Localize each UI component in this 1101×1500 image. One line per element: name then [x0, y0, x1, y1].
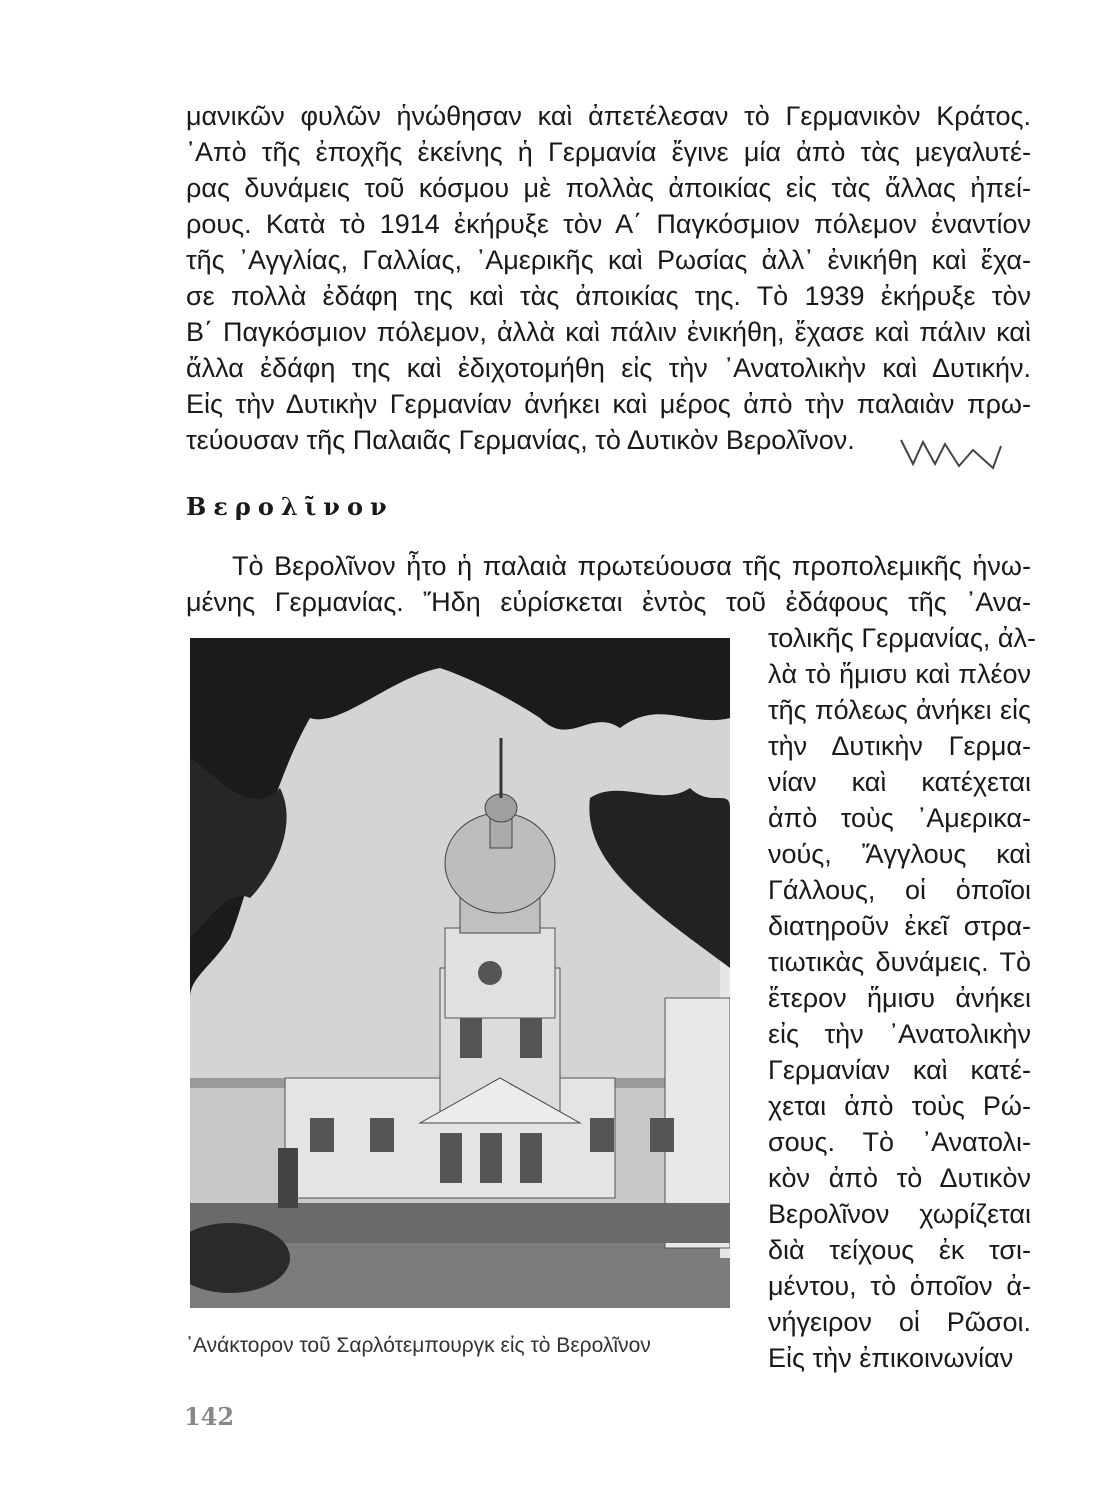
column-text-line: διὰ τείχους ἐκ τσι- [768, 1235, 1031, 1265]
column-text-line: τῆς πόλεως ἀνήκει εἰς [768, 695, 1031, 725]
column-text-line: λὰ τὸ ἥμισυ καὶ πλέον [768, 659, 1031, 689]
palace-photo [190, 638, 730, 1308]
text-line: Εἰς τὴν Δυτικὴν Γερμανίαν ἀνήκει καὶ μέρος ἀπὸ τὴν παλαιὰν πρω- [186, 389, 1031, 419]
column-text-line: τὴν Δυτικὴν Γερμα- [768, 731, 1031, 761]
text-line: ᾿Απὸ τῆς ἐποχῆς ἐκείνης ἡ Γερμανία ἔγινε μία ἀπὸ τὰς μεγαλυτέ- [186, 137, 1031, 167]
text-line: σε πολλὰ ἐδάφη της καὶ τὰς ἀποικίας της. Τὸ 1939 ἐκήρυξε τὸν [186, 281, 1031, 311]
text-line: μανικῶν φυλῶν ἡνώθησαν καὶ ἀπετέλεσαν τὸ Γερμανικὸν Κράτος. [186, 101, 1031, 131]
column-text-line: εἰς τὴν ᾿Ανατολικὴν [768, 1019, 1031, 1049]
photo-caption: ᾿Ανάκτορον τοῦ Σαρλότεμπουργκ εἰς τὸ Βερολῖνον [186, 1334, 651, 1357]
section-heading: Βερολῖνον [186, 492, 394, 521]
column-text-line: νήγειρον οἱ Ρῶσοι. [768, 1307, 1031, 1337]
text-line: μένης Γερμανίας. Ἤδη εὑρίσκεται ἐντὸς τοῦ ἐδάφους τῆς ᾿Ανα- [186, 587, 1031, 617]
text-line: ρους. Κατὰ τὸ 1914 ἐκήρυξε τὸν Α΄ Παγκόσμιον πόλεμον ἐναντίον [186, 209, 1031, 239]
page-number: 142 [184, 1402, 235, 1431]
column-text-line: σους. Τὸ ᾿Ανατολι- [768, 1127, 1031, 1157]
column-text-line: ἕτερον ἥμισυ ἀνήκει [768, 983, 1031, 1013]
column-text-line: κὸν ἀπὸ τὸ Δυτικὸν [768, 1163, 1031, 1193]
text-line: ἄλλα ἐδάφη της καὶ ἐδιχοτομήθη εἰς τὴν ᾿Ανατολικὴν καὶ Δυτικήν. [186, 353, 1031, 383]
column-text-line: Γερμανίαν καὶ κατέ- [768, 1055, 1031, 1085]
text-line: τῆς ᾿Αγγλίας, Γαλλίας, ᾿Αμερικῆς καὶ Ρωσίας ἀλλ᾿ ἐνικήθη καὶ ἔχα- [186, 245, 1031, 275]
text-line: τεύουσαν τῆς Παλαιᾶς Γερμανίας, τὸ Δυτικὸν Βερολῖνον. [186, 425, 855, 455]
column-text-line: τιωτικὰς δυνάμεις. Τὸ [768, 947, 1031, 977]
column-text-line: νούς, Ἄγγλους καὶ [768, 839, 1031, 869]
column-text-line: διατηροῦν ἐκεῖ στρα- [768, 911, 1031, 941]
column-text-line: Γάλλους, οἱ ὁποῖοι [768, 875, 1031, 905]
column-text-line: Εἰς τὴν ἐπικοινωνίαν [768, 1343, 1014, 1373]
text-line: ρας δυνάμεις τοῦ κόσμου μὲ πολλὰς ἀποικίας εἰς τὰς ἄλλας ἠπεί- [186, 173, 1031, 203]
column-text-line: ἀπὸ τοὺς ᾿Αμερικα- [768, 803, 1031, 833]
column-text-line: χεται ἀπὸ τοὺς Ρώ- [768, 1091, 1031, 1121]
column-text-line: τολικῆς Γερμανίας, ἀλ- [768, 623, 1036, 653]
text-line: Τὸ Βερολῖνον ἦτο ἡ παλαιὰ πρωτεύουσα τῆς προπολεμικῆς ἡνω- [232, 551, 1031, 581]
column-text-line: νίαν καὶ κατέχεται [768, 767, 1031, 797]
column-text-line: μέντου, τὸ ὁποῖον ἀ- [768, 1271, 1031, 1301]
column-text-line: Βερολῖνον χωρίζεται [768, 1199, 1031, 1229]
pen-scribble [897, 430, 1007, 470]
text-line: Β΄ Παγκόσμιον πόλεμον, ἀλλὰ καὶ πάλιν ἐνικήθη, ἔχασε καὶ πάλιν καὶ [186, 317, 1031, 347]
